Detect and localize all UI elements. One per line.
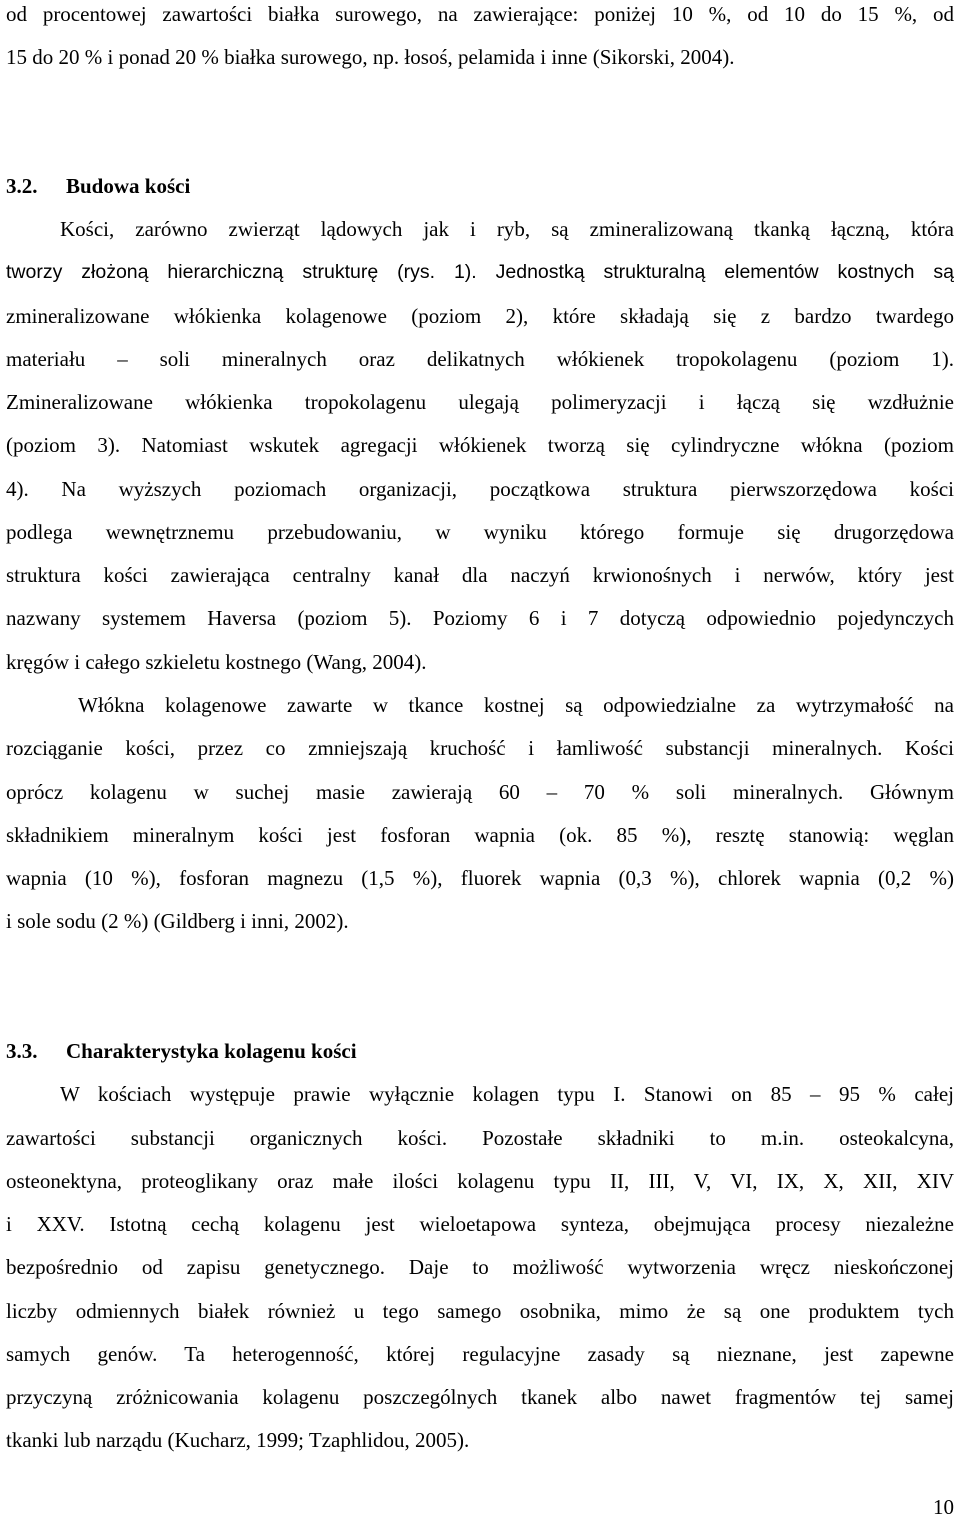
paragraph-line: składnikiem mineralnym kości jest fosforan wapnia (ok. 85 %), resztę stanowią: węglan [6,823,954,847]
section-title: Budowa kości [66,174,191,198]
page-number: 10 [933,1495,954,1519]
paragraph-line: i sole sodu (2 %) (Gildberg i inni, 2002). [6,909,349,933]
paragraph-line: W kościach występuje prawie wyłącznie kolagen typu I. Stanowi on 85 – 95 % całej [60,1082,954,1106]
paragraph-line: rozciąganie kości, przez co zmniejszają kruchość i łamliwość substancji mineralnych. Kości [6,736,954,760]
paragraph-line: Zmineralizowane włókienka tropokolagenu ulegają polimeryzacji i łączą się wzdłużnie [6,390,954,414]
paragraph-line: nazwany systemem Haversa (poziom 5). Poziomy 6 i 7 dotyczą odpowiednio pojedynczych [6,606,954,630]
paragraph-line: tkanki lub narządu (Kucharz, 1999; Tzaphlidou, 2005). [6,1428,470,1452]
paragraph-line: podlega wewnętrznemu przebudowaniu, w wyniku którego formuje się drugorzędowa [6,520,954,544]
paragraph-line: liczby odmiennych białek również u tego samego osobnika, mimo że są one produktem tych [6,1299,954,1323]
paragraph-line: samych genów. Ta heterogenność, której regulacyjne zasady są nieznane, jest zapewne [6,1342,954,1366]
section-heading-3-3 [6,1037,954,1065]
paragraph-line: od procentowej zawartości białka surowego, na zawierające: poniżej 10 %, od 10 do 15 %, od [6,2,954,26]
paragraph-line: materiału – soli mineralnych oraz delikatnych włókienek tropokolagenu (poziom 1). [6,347,954,371]
paragraph-line: i XXV. Istotną cechą kolagenu jest wieloetapowa synteza, obejmująca procesy niezależne [6,1212,954,1236]
paragraph-line: kręgów i całego szkieletu kostnego (Wang, 2004). [6,650,427,674]
section-number: 3.3. [6,1039,38,1063]
paragraph-line: zmineralizowane włókienka kolagenowe (poziom 2), które składają się z bardzo twardego [6,304,954,328]
section-title: Charakterystyka kolagenu kości [66,1039,357,1063]
paragraph-line: tworzy złożoną hierarchiczną strukturę (rys. 1). Jednostką strukturalną elementów kostnych są [6,261,954,283]
section-number: 3.2. [6,174,38,198]
paragraph-line: 4). Na wyższych poziomach organizacji, początkowa struktura pierwszorzędowa kości [6,477,954,501]
paragraph-line: osteonektyna, proteoglikany oraz małe ilości kolagenu typu II, III, V, VI, IX, X, XII, XIV [6,1169,954,1193]
paragraph-line: struktura kości zawierająca centralny kanał dla naczyń krwionośnych i nerwów, który jest [6,563,954,587]
paragraph-line: 15 do 20 % i ponad 20 % białka surowego, np. łosoś, pelamida i inne (Sikorski, 2004). [6,45,735,69]
paragraph-line: zawartości substancji organicznych kości. Pozostałe składniki to m.in. osteokalcyna, [6,1126,954,1150]
section-heading-3-2 [6,172,954,200]
paragraph-line: wapnia (10 %), fosforan magnezu (1,5 %), fluorek wapnia (0,3 %), chlorek wapnia (0,2 %) [6,866,954,890]
paragraph-line: bezpośrednio od zapisu genetycznego. Daje to możliwość wytworzenia wręcz nieskończonej [6,1255,954,1279]
paragraph-line: Włókna kolagenowe zawarte w tkance kostnej są odpowiedzialne za wytrzymałość na [78,693,954,717]
paragraph-line: (poziom 3). Natomiast wskutek agregacji włókienek tworzą się cylindryczne włókna (poziom [6,433,954,457]
paragraph-line: przyczyną zróżnicowania kolagenu poszczególnych tkanek albo nawet fragmentów tej samej [6,1385,954,1409]
paragraph-line: oprócz kolagenu w suchej masie zawierają 60 – 70 % soli mineralnych. Głównym [6,780,954,804]
paragraph-line: Kości, zarówno zwierząt lądowych jak i ryb, są zmineralizowaną tkanką łączną, która [60,217,954,241]
